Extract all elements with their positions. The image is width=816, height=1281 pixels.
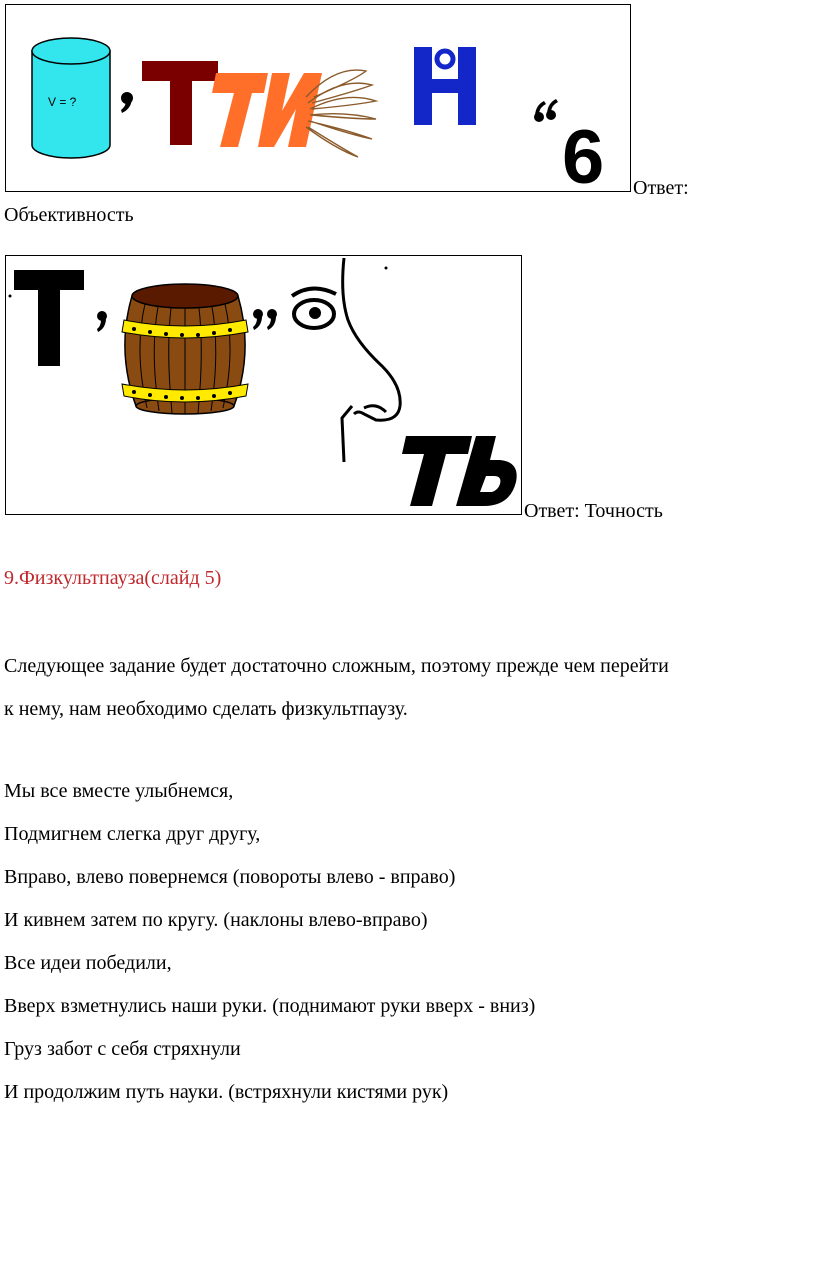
poem-line: Груз забот с себя стряхнули — [4, 1038, 241, 1060]
letters-tb-icon — [402, 436, 517, 506]
rebus1-answer-label: Ответ: — [633, 177, 689, 199]
rebus1-answer-word: Объективность — [4, 204, 134, 226]
rebus-image-1 — [5, 4, 631, 192]
poem-line: Подмигнем слегка друг другу, — [4, 823, 261, 845]
eye-icon — [292, 288, 336, 328]
poem-line: И кивнем затем по кругу. (наклоны влево-вправо) — [4, 909, 428, 931]
quote-mark-icon — [534, 99, 558, 122]
rebus2-answer: Ответ: Точность — [524, 500, 663, 522]
barrel-icon — [122, 284, 248, 414]
face-profile-icon — [342, 258, 400, 462]
double-comma-icon — [253, 309, 277, 330]
comma-icon — [97, 311, 107, 332]
intro-line-2: к нему, нам необходимо сделать физкультпаузу. — [4, 698, 408, 720]
poem-line: Вверх взметнулись наши руки. (поднимают руки вверх - вниз) — [4, 995, 536, 1017]
letters-ti-icon — [212, 73, 322, 147]
comma-icon — [121, 92, 133, 113]
cylinder-label: V = ? — [48, 95, 77, 109]
rebus-image-2 — [5, 255, 522, 515]
poem-line: И продолжим путь науки. (встряхнули кистями рук) — [4, 1081, 449, 1103]
poem-list — [4, 779, 535, 1123]
digit-6-icon — [562, 115, 604, 191]
intro-line-1: Следующее задание будет достаточно сложным, поэтому прежде чем перейти — [4, 655, 669, 677]
poem-line: Вправо, влево повернемся (повороты влево - вправо) — [4, 866, 456, 888]
poem-line: Мы все вместе улыбнемся, — [4, 780, 234, 802]
letter-t-icon — [14, 270, 84, 366]
cylinder-icon — [32, 38, 110, 158]
svg-text:6: 6 — [562, 115, 605, 191]
poem-line: Все идеи победили, — [4, 952, 172, 974]
letter-t-icon — [142, 61, 218, 145]
section-heading: 9.Физкультпауза(слайд 5) — [4, 567, 222, 589]
letter-n-icon — [414, 47, 476, 125]
